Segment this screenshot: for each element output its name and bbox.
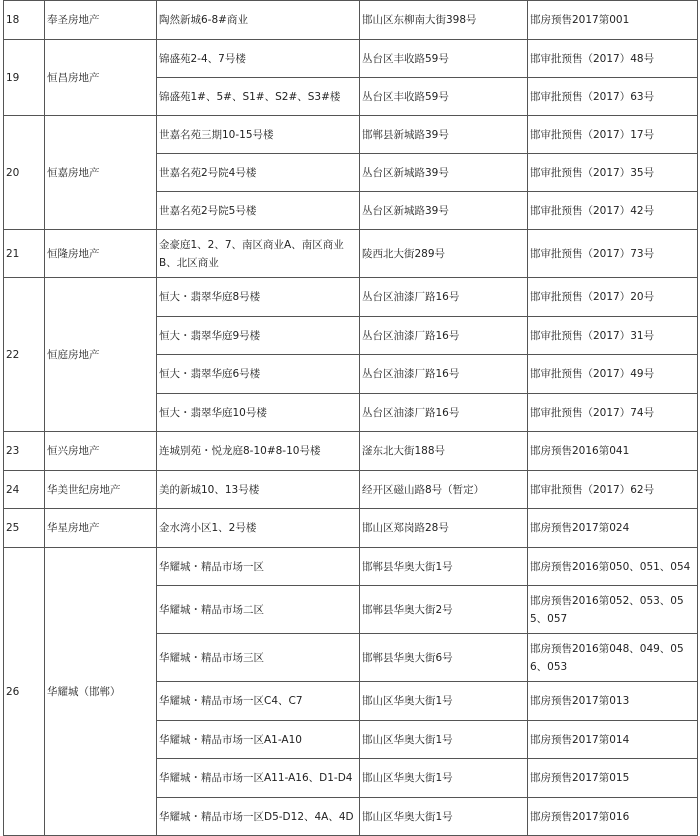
- row-number: 22: [4, 278, 45, 432]
- presale-permit-table: [3, 0, 698, 836]
- project-address: 丛台区新城路39号: [360, 192, 528, 230]
- permit-number: 邯房预售2016第048、049、056、053: [528, 634, 698, 682]
- project-name: 世嘉名苑2号院5号楼: [157, 192, 360, 230]
- permit-number: 邯审批预售（2017）48号: [528, 40, 698, 78]
- permit-number: 邯审批预售（2017）73号: [528, 230, 698, 278]
- permit-number: 邯房预售2017第014: [528, 721, 698, 759]
- project-address: 邯山区华奥大街1号: [360, 759, 528, 798]
- row-number: 21: [4, 230, 45, 278]
- project-name: 金豪庭1、2、7、南区商业A、南区商业B、北区商业: [157, 230, 360, 278]
- project-address: 邯山区华奥大街1号: [360, 721, 528, 759]
- permit-number: 邯审批预售（2017）62号: [528, 471, 698, 509]
- table-row: [4, 509, 698, 548]
- project-name: 恒大・翡翠华庭6号楼: [157, 355, 360, 394]
- permit-number: 邯审批预售（2017）17号: [528, 116, 698, 154]
- project-address: 经开区磁山路8号（暂定）: [360, 471, 528, 509]
- project-address: 邯山区郑岗路28号: [360, 509, 528, 548]
- project-name: 华耀城・精品市场一区C4、C7: [157, 682, 360, 721]
- row-number: 18: [4, 1, 45, 40]
- project-name: 连城别苑・悦龙庭8-10#8-10号楼: [157, 432, 360, 471]
- row-number: 19: [4, 40, 45, 116]
- project-name: 美的新城10、13号楼: [157, 471, 360, 509]
- project-address: 邯郸县新城路39号: [360, 116, 528, 154]
- project-address: 丛台区丰收路59号: [360, 40, 528, 78]
- permit-number: 邯审批预售（2017）49号: [528, 355, 698, 394]
- permit-number: 邯审批预售（2017）35号: [528, 154, 698, 192]
- project-address: 邯山区华奥大街1号: [360, 682, 528, 721]
- developer-name: 恒嘉房地产: [45, 116, 157, 230]
- project-address: 丛台区油漆厂路16号: [360, 355, 528, 394]
- permit-number: 邯审批预售（2017）31号: [528, 317, 698, 355]
- project-name: 陶然新城6-8#商业: [157, 1, 360, 40]
- project-address: 滏东北大街188号: [360, 432, 528, 471]
- project-name: 华耀城・精品市场一区A11-A16、D1-D4: [157, 759, 360, 798]
- project-address: 丛台区丰收路59号: [360, 78, 528, 116]
- project-name: 华耀城・精品市场三区: [157, 634, 360, 682]
- project-address: 邯郸县华奥大街6号: [360, 634, 528, 682]
- permit-number: 邯审批预售（2017）20号: [528, 278, 698, 317]
- project-name: 世嘉名苑三期10-15号楼: [157, 116, 360, 154]
- project-name: 华耀城・精品市场一区A1-A10: [157, 721, 360, 759]
- project-name: 世嘉名苑2号院4号楼: [157, 154, 360, 192]
- project-address: 邯郸县华奥大街1号: [360, 548, 528, 586]
- row-number: 20: [4, 116, 45, 230]
- permit-number: 邯审批预售（2017）63号: [528, 78, 698, 116]
- project-name: 恒大・翡翠华庭10号楼: [157, 394, 360, 432]
- developer-name: 恒庭房地产: [45, 278, 157, 432]
- project-address: 丛台区油漆厂路16号: [360, 278, 528, 317]
- permit-number: 邯房预售2016第050、051、054: [528, 548, 698, 586]
- developer-name: 恒兴房地产: [45, 432, 157, 471]
- table-row: [4, 40, 698, 78]
- project-address: 丛台区新城路39号: [360, 154, 528, 192]
- developer-name: 华美世纪房地产: [45, 471, 157, 509]
- project-address: 邯山区东柳南大街398号: [360, 1, 528, 40]
- row-number: 25: [4, 509, 45, 548]
- permit-number: 邯房预售2016第041: [528, 432, 698, 471]
- project-name: 华耀城・精品市场一区D5-D12、4A、4D: [157, 798, 360, 836]
- project-name: 恒大・翡翠华庭9号楼: [157, 317, 360, 355]
- table-row: [4, 1, 698, 40]
- project-address: 丛台区油漆厂路16号: [360, 394, 528, 432]
- project-name: 金水湾小区1、2号楼: [157, 509, 360, 548]
- project-address: 邯山区华奥大街1号: [360, 798, 528, 836]
- developer-name: 华耀城（邯郸）: [45, 548, 157, 836]
- project-name: 锦盛苑2-4、7号楼: [157, 40, 360, 78]
- project-address: 邯郸县华奥大街2号: [360, 586, 528, 634]
- table-row: [4, 230, 698, 278]
- table-row: [4, 116, 698, 154]
- permit-number: 邯房预售2017第024: [528, 509, 698, 548]
- permit-number: 邯审批预售（2017）74号: [528, 394, 698, 432]
- permit-number: 邯房预售2017第001: [528, 1, 698, 40]
- table-row: [4, 278, 698, 317]
- permit-number: 邯房预售2017第013: [528, 682, 698, 721]
- table-row: [4, 432, 698, 471]
- row-number: 26: [4, 548, 45, 836]
- permit-number: 邯房预售2017第015: [528, 759, 698, 798]
- developer-name: 恒隆房地产: [45, 230, 157, 278]
- developer-name: 华星房地产: [45, 509, 157, 548]
- developer-name: 恒昌房地产: [45, 40, 157, 116]
- developer-name: 奉圣房地产: [45, 1, 157, 40]
- table-row: [4, 471, 698, 509]
- project-address: 陵西北大街289号: [360, 230, 528, 278]
- row-number: 23: [4, 432, 45, 471]
- project-address: 丛台区油漆厂路16号: [360, 317, 528, 355]
- table-row: [4, 548, 698, 586]
- permit-number: 邯房预售2016第052、053、055、057: [528, 586, 698, 634]
- project-name: 锦盛苑1#、5#、S1#、S2#、S3#楼: [157, 78, 360, 116]
- project-name: 华耀城・精品市场二区: [157, 586, 360, 634]
- permit-number: 邯房预售2017第016: [528, 798, 698, 836]
- project-name: 华耀城・精品市场一区: [157, 548, 360, 586]
- permit-number: 邯审批预售（2017）42号: [528, 192, 698, 230]
- project-name: 恒大・翡翠华庭8号楼: [157, 278, 360, 317]
- row-number: 24: [4, 471, 45, 509]
